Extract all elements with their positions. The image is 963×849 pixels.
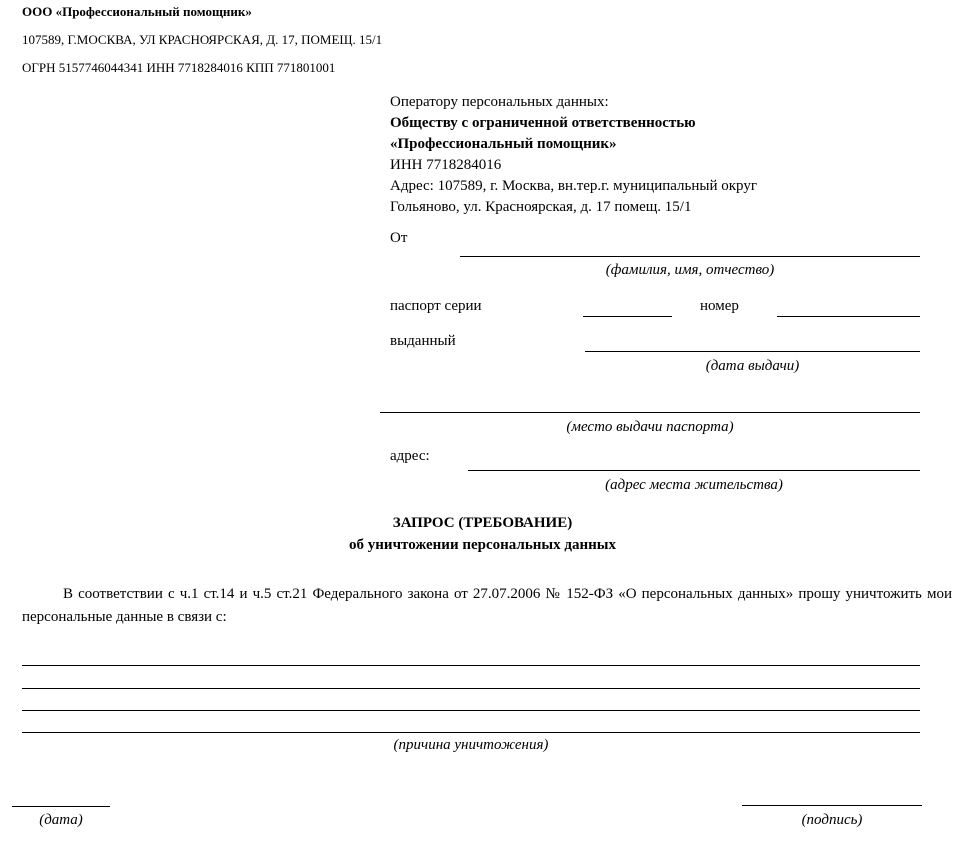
address-field-line[interactable]	[468, 450, 920, 471]
fio-field-line[interactable]	[460, 236, 920, 257]
letterhead-address: 107589, Г.МОСКВА, УЛ КРАСНОЯРСКАЯ, Д. 17, ПОМЕЩ. 15/1	[22, 32, 383, 47]
recipient-line: «Профессиональный помощник»	[390, 136, 617, 152]
issue-place-field-line[interactable]	[380, 392, 920, 413]
passport-series-field-line[interactable]	[583, 296, 672, 317]
reason-field-line[interactable]	[22, 712, 920, 733]
issue-date-field-line[interactable]	[585, 331, 920, 352]
recipient-line: Оператору персональных данных:	[390, 94, 609, 110]
signature-caption: (подпись)	[801, 812, 863, 828]
fio-caption: (фамилия, имя, отчество)	[605, 262, 775, 278]
address-caption: (адрес места жительства)	[605, 477, 783, 493]
issue-place-caption: (место выдачи паспорта)	[566, 419, 734, 435]
document-title-line1: ЗАПРОС (ТРЕБОВАНИЕ)	[392, 515, 573, 531]
recipient-line: Адрес: 107589, г. Москва, вн.тер.г. муниципальный округ	[390, 178, 758, 194]
document-title-line2: об уничтожении персональных данных	[349, 537, 616, 553]
recipient-line: ИНН 7718284016	[390, 157, 502, 173]
reason-field-line[interactable]	[22, 668, 920, 689]
from-label: От	[390, 230, 408, 246]
recipient-line: Обществу с ограниченной ответственностью	[390, 115, 696, 131]
letterhead-registration: ОГРН 5157746044341 ИНН 7718284016 КПП 771801001	[22, 60, 336, 75]
date-caption: (дата)	[39, 812, 83, 828]
reason-field-line[interactable]	[22, 645, 920, 666]
signature-field-line[interactable]	[742, 785, 922, 806]
reason-caption: (причина уничтожения)	[393, 737, 549, 753]
reason-field-line[interactable]	[22, 690, 920, 711]
body-paragraph: В соответствии с ч.1 ст.14 и ч.5 ст.21 Федерального закона от 27.07.2006 № 152-ФЗ «О персональных данных» прошу уничтожить мои персональные данные в связи с:	[22, 586, 952, 625]
passport-number-field-line[interactable]	[777, 296, 920, 317]
date-field-line[interactable]	[12, 786, 110, 807]
issued-label: выданный	[390, 333, 456, 349]
recipient-line: Гольяново, ул. Красноярская, д. 17 помещ. 15/1	[390, 199, 692, 215]
recipient-block	[390, 92, 935, 218]
passport-number-label: номер	[700, 298, 739, 314]
issue-date-caption: (дата выдачи)	[705, 358, 800, 374]
address-label: адрес:	[390, 448, 430, 464]
document-title	[22, 512, 943, 556]
passport-series-label: паспорт серии	[390, 298, 482, 314]
letterhead-company-name: ООО «Профессиональный помощник»	[22, 4, 252, 19]
